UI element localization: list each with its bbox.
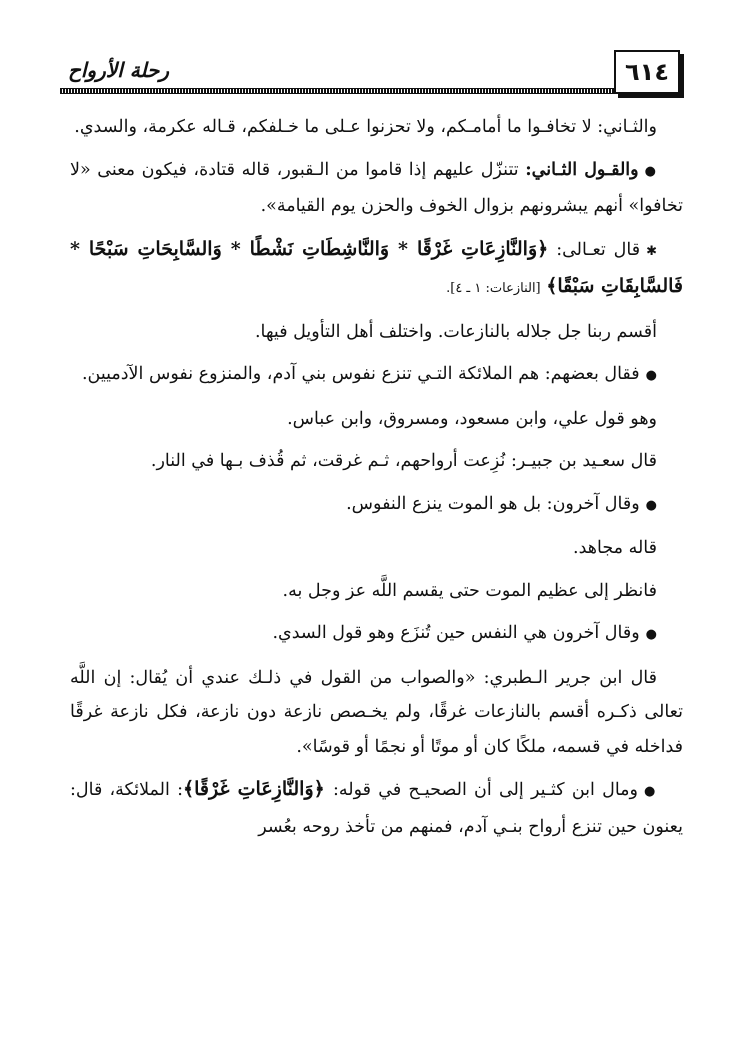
paragraph: قال ابن جرير الـطبري: «والصواب من القول في ذلـك عندي أن يُقال: إن اللَّه تعالى ذكـره أقسم بالنازعات غرقًا، ولم يخـصص نازعة دون نازعة، فكل نازعة غرقًا فداخله في قسمه، ملكًا كان أو موتًا أو نجمًا أو قوسًا». [70,667,683,757]
paragraph: أقسم ربنا جل جلاله بالنازعات. واختلف أهل التأويل فيها. [254,321,657,342]
paragraph: فانظر إلى عظيم الموت حتى يقسم اللَّه عز وجل به. [282,580,657,601]
paragraph: ●وقال آخرون: بل هو الموت ينزع النفوس. [346,493,657,514]
paragraph: ●والقـول الثـاني: تتنزّل عليهم إذا قاموا من الـقبور، قاله قتادة، فيكون معنى «لا تخافوا» أنهم يبشرونهم بزوال الخوف والحزن يوم القيامة». [70,159,683,216]
paragraph: ●ومال ابن كثـير إلى أن الصحيـح في قوله: ﴿وَالنَّازِعَاتِ غَرْقًا﴾: الملائكة، قال: يعنون حين تنزع أرواح بنـي آدم، فمنهم من تأخذ روحه بعُسر [70,778,683,837]
verse-reference: [النازعات: ١ ـ ٤]. [446,281,541,296]
paragraph-lead: والقـول الثـاني: [525,159,639,180]
page-header [60,50,684,96]
quran-verse: ﴿وَالنَّازِعَاتِ غَرْقًا﴾ [182,778,334,800]
header-rule [60,88,614,94]
quran-verse: ﴿وَالنَّازِعَاتِ غَرْقًا * وَالنَّاشِطَاتِ نَشْطًا * وَالسَّابِحَاتِ سَبْحًا * فَالسَّابِقَاتِ سَبْقًا﴾ [70,237,683,297]
asterisk-icon: ✱ [646,243,657,259]
bullet-icon: ● [645,497,657,513]
paragraph: والثـاني: لا تخافـوا ما أمامـكم، ولا تحزنوا عـلى ما خـلفكم، قـاله عكرمة، والسدي. [74,117,657,137]
bullet-icon: ● [645,368,657,383]
paragraph: قال سعـيد بن جبيـر: نُزِعت أرواحهم، ثـم غرقت، ثم قُذف بـها في النار. [150,451,657,471]
paragraph: قاله مجاهد. [573,538,657,558]
bullet-icon: ● [644,784,657,799]
paragraph: ●وقال آخرون هي النفس حين تُنزَع وهو قول السدي. [272,623,657,643]
page-number: ٦١٤ [614,50,680,94]
paragraph: وهو قول علي، وابن مسعود، ومسروق، وابن عباس. [287,408,657,429]
running-title: رحلة الأرواح [68,58,170,82]
page-body [70,110,683,852]
bullet-icon: ● [644,163,658,179]
quran-paragraph: ✱قال تعـالى: ﴿وَالنَّازِعَاتِ غَرْقًا * وَالنَّاشِطَاتِ نَشْطًا * وَالسَّابِحَاتِ سَبْحًا * فَالسَّابِقَاتِ سَبْقًا﴾ [النازعات: ١ ـ ٤]. [70,237,683,297]
paragraph: ●فقال بعضهم: هم الملائكة التـي تنزع نفوس بني آدم، والمنزوع نفوس الآدميين. [81,364,657,384]
bullet-icon: ● [645,627,657,642]
